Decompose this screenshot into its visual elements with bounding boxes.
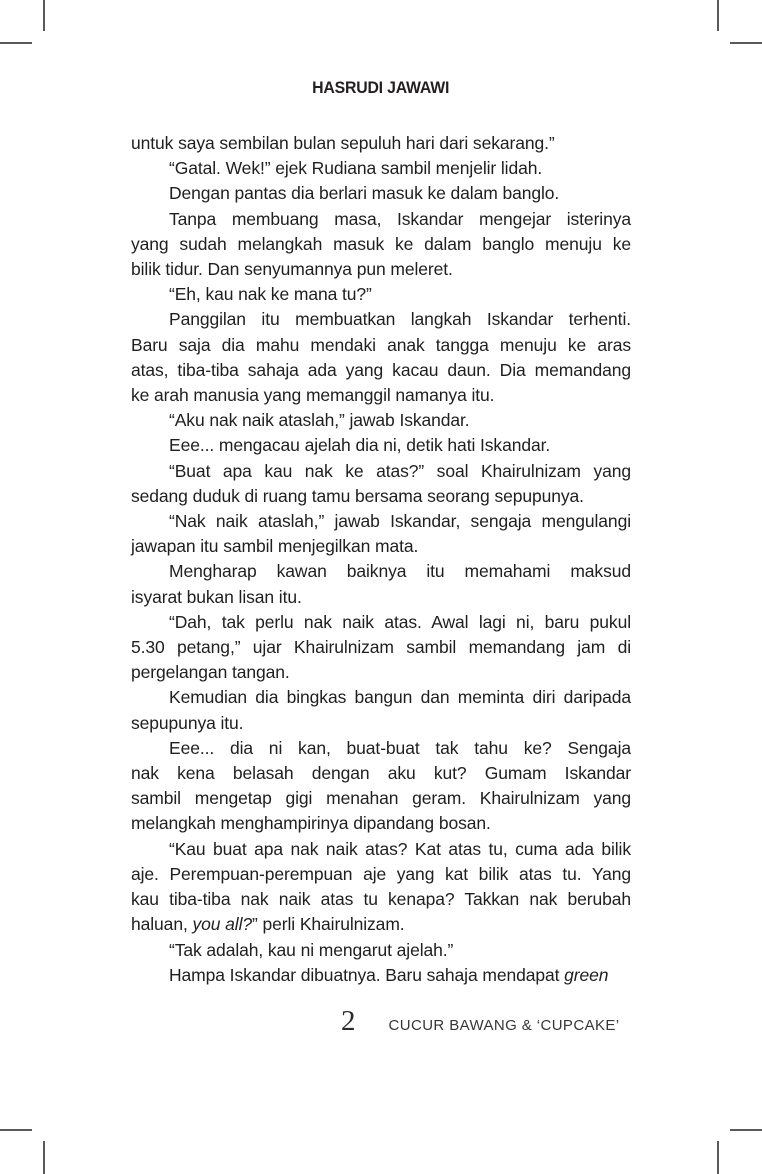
text-line — [131, 383, 631, 408]
page-body-text — [131, 131, 631, 988]
page-number: 2 — [341, 1005, 356, 1037]
text-run: Tanpa membuang masa, Iskandar mengejar isterinya — [169, 208, 631, 229]
text-line — [131, 963, 631, 988]
text-line — [131, 837, 631, 862]
book-title: CUCUR BAWANG & ‘CUPCAKE’ — [388, 1017, 620, 1034]
text-line — [131, 938, 631, 963]
text-line — [131, 559, 631, 584]
text-run: Eee... dia ni kan, buat-buat tak tahu ke? Sengaja — [169, 737, 631, 758]
text-run: atas, tiba-tiba sahaja ada yang kacau daun. Dia memandang — [131, 359, 631, 380]
text-line — [131, 156, 631, 181]
text-run: “Kau buat apa nak naik atas? Kat atas tu, cuma ada bilik — [169, 838, 631, 859]
text-line — [131, 585, 631, 610]
text-line — [131, 912, 631, 937]
text-line — [131, 711, 631, 736]
text-line — [131, 811, 631, 836]
text-line — [131, 358, 631, 383]
crop-mark-top-left-vertical — [43, 0, 45, 31]
crop-mark-bottom-right-vertical — [717, 1141, 719, 1174]
crop-mark-top-left-horizontal — [0, 42, 32, 44]
text-run: isyarat bukan lisan itu. — [131, 586, 302, 607]
text-line — [131, 635, 631, 660]
text-line — [131, 131, 631, 156]
text-line — [131, 534, 631, 559]
crop-mark-top-right-horizontal — [730, 42, 762, 44]
text-line — [131, 862, 631, 887]
text-run: melangkah menghampirinya dipandang bosan. — [131, 813, 491, 834]
italic-text-run: green — [564, 964, 609, 985]
crop-mark-top-right-vertical — [717, 0, 719, 31]
text-run: Dengan pantas dia berlari masuk ke dalam banglo. — [169, 183, 560, 204]
text-line — [131, 207, 631, 232]
text-run: jawapan itu sambil menjegilkan mata. — [131, 536, 419, 557]
text-run: “Nak naik ataslah,” jawab Iskandar, sengaja mengulangi — [169, 511, 631, 532]
text-line — [131, 433, 631, 458]
text-run: aje. Perempuan-perempuan aje yang kat bilik atas tu. Yang — [131, 863, 631, 884]
text-line — [131, 509, 631, 534]
text-run: kau tiba-tiba nak naik atas tu kenapa? Takkan nak berubah — [131, 889, 631, 910]
text-line — [131, 282, 631, 307]
text-run: untuk saya sembilan bulan sepuluh hari dari sekarang.” — [131, 133, 555, 153]
text-run: sepupunya itu. — [131, 712, 244, 733]
text-run: 5.30 petang,” ujar Khairulnizam sambil memandang jam di — [131, 637, 631, 658]
text-run: Eee... mengacau ajelah dia ni, detik hati Iskandar. — [169, 435, 551, 456]
italic-text-run: you all? — [192, 914, 253, 935]
text-run: “Gatal. Wek!” ejek Rudiana sambil menjelir lidah. — [169, 158, 543, 179]
text-line — [131, 232, 631, 257]
text-run: haluan, — [131, 914, 193, 935]
text-run: Kemudian dia bingkas bangun dan meminta diri daripada — [169, 687, 631, 708]
text-run: bilik tidur. Dan senyumannya pun meleret. — [131, 259, 453, 280]
text-run: Mengharap kawan baiknya itu memahami maksud — [169, 561, 631, 582]
text-run: Panggilan itu membuatkan langkah Iskandar terhenti. — [169, 309, 631, 330]
text-run: “Buat apa kau nak ke atas?” soal Khairulnizam yang — [169, 460, 631, 481]
text-line — [131, 459, 631, 484]
text-line — [131, 660, 631, 685]
text-line — [131, 181, 631, 206]
text-line — [131, 736, 631, 761]
text-run: nak kena belasah dengan aku kut? Gumam Iskandar — [131, 763, 631, 784]
text-run: ke arah manusia yang memanggil namanya itu. — [131, 385, 495, 406]
crop-mark-bottom-left-vertical — [43, 1141, 45, 1174]
running-header — [131, 78, 631, 98]
text-run: Hampa Iskandar dibuatnya. Baru sahaja mendapat — [169, 964, 565, 985]
text-run: sedang duduk di ruang tamu bersama seorang sepupunya. — [131, 485, 584, 506]
text-line — [131, 484, 631, 509]
crop-mark-bottom-right-horizontal — [730, 1129, 762, 1131]
crop-mark-bottom-left-horizontal — [0, 1129, 32, 1131]
text-line — [131, 887, 631, 912]
text-line — [131, 307, 631, 332]
text-line — [131, 333, 631, 358]
text-line — [131, 408, 631, 433]
text-line — [131, 610, 631, 635]
text-line — [131, 786, 631, 811]
text-run: pergelangan tangan. — [131, 662, 290, 683]
text-run: “Dah, tak perlu nak naik atas. Awal lagi ni, baru pukul — [169, 611, 631, 632]
page-footer — [131, 1006, 631, 1038]
text-run: sambil mengetap gigi menahan geram. Khairulnizam yang — [131, 788, 631, 809]
text-line — [131, 257, 631, 282]
text-run: “Eh, kau nak ke mana tu?” — [169, 284, 372, 305]
text-line — [131, 685, 631, 710]
text-run: Baru saja dia mahu mendaki anak tangga menuju ke aras — [131, 334, 631, 355]
text-run: “Aku nak naik ataslah,” jawab Iskandar. — [169, 410, 470, 431]
text-run: “Tak adalah, kau ni mengarut ajelah.” — [169, 939, 454, 960]
text-run: ” perli Khairulnizam. — [252, 914, 405, 935]
author-name: HASRUDI JAWAWI — [312, 78, 450, 97]
text-run: yang sudah melangkah masuk ke dalam banglo menuju ke — [131, 233, 631, 254]
text-line — [131, 761, 631, 786]
